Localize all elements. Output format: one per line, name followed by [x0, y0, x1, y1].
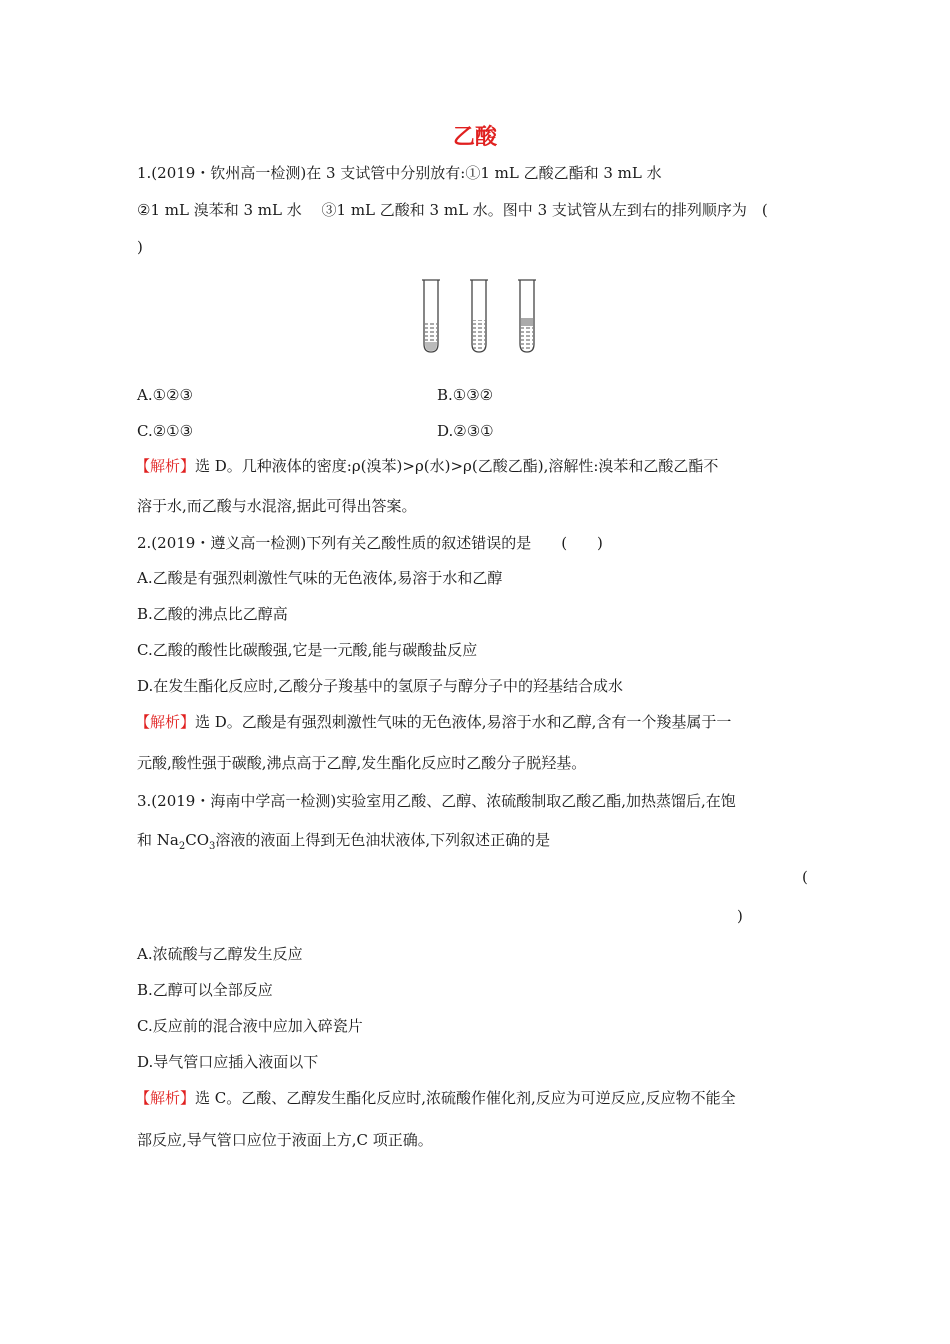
test-tube-left [422, 280, 440, 352]
page-title: 乙酸 [452, 125, 497, 150]
q2-option-d: D.在发生酯化反应时,乙酸分子羧基中的氢原子与醇分子中的羟基结合成水 [137, 677, 624, 695]
analysis-tag: 【解析】 [135, 457, 196, 475]
q3-option-c: C.反应前的混合液中应加入碎瓷片 [137, 1017, 363, 1035]
q2-stem: 2.(2019・遵义高一检测)下列有关乙酸性质的叙述错误的是 ( ) [137, 534, 603, 552]
q3-stem-line2: 和 $Na_2CO_3$溶液的液面上得到无色油状液体,下列叙述正确的是 [137, 831, 551, 852]
q2-option-a: A.乙酸是有强烈刺激性气味的无色液体,易溶于水和乙醇 [137, 569, 503, 587]
q3-paren-close: ) [737, 907, 743, 925]
q1-analysis-line1 [135, 456, 718, 476]
q3-option-a: A.浓硫酸与乙醇发生反应 [137, 945, 303, 963]
test-tube-middle [470, 280, 488, 352]
q3-option-b: B.乙醇可以全部反应 [137, 981, 273, 999]
q1-option-b: B.①③② [437, 386, 494, 404]
q1-analysis-line2: 溶于水,而乙酸与水混溶,据此可得出答案。 [137, 497, 417, 515]
q3-stem-line1: 3.(2019・海南中学高一检测)实验室用乙酸、乙醇、浓硫酸制取乙酸乙酯,加热蒸馏后,在饱 [137, 792, 736, 810]
test-tubes-figure [418, 278, 542, 358]
analysis-tag: 【解析】 [135, 1089, 196, 1107]
q2-analysis-line1 [135, 712, 731, 732]
q3-option-d: D.导气管口应插入液面以下 [137, 1053, 319, 1071]
q1-option-d: D.②③① [437, 422, 494, 440]
q3-analysis-line2: 部反应,导气管口应位于液面上方,C 项正确。 [137, 1131, 433, 1149]
q2-option-c: C.乙酸的酸性比碳酸强,它是一元酸,能与碳酸盐反应 [137, 641, 478, 659]
q3-analysis-text1: 选 C。乙酸、乙醇发生酯化反应时,浓硫酸作催化剂,反应为可逆反应,反应物不能全 [195, 1089, 736, 1107]
q1-stem-line2: ②1 mL 溴苯和 3 mL 水 ③1 mL 乙酸和 3 mL 水。图中 3 支试管从左到右的排列顺序为 ( [137, 201, 768, 219]
test-tube-right [518, 280, 536, 352]
q1-stem-line1: 1.(2019・钦州高一检测)在 3 支试管中分别放有:①1 mL 乙酸乙酯和 3 mL 水 [137, 164, 662, 182]
q3-analysis-line1 [135, 1088, 736, 1108]
q1-option-a: A.①②③ [137, 386, 193, 404]
q1-option-c: C.②①③ [137, 422, 194, 440]
q1-analysis-text1: 选 D。几种液体的密度:ρ(溴苯)>ρ(水)>ρ(乙酸乙酯),溶解性:溴苯和乙酸乙酯不 [195, 457, 719, 475]
q2-analysis-text1: 选 D。乙酸是有强烈刺激性气味的无色液体,易溶于水和乙醇,含有一个羧基属于一 [195, 713, 732, 731]
analysis-tag: 【解析】 [135, 713, 196, 731]
q2-option-b: B.乙酸的沸点比乙醇高 [137, 605, 288, 623]
q2-analysis-line2: 元酸,酸性强于碳酸,沸点高于乙醇,发生酯化反应时乙酸分子脱羟基。 [137, 754, 587, 772]
q1-stem-line3: ) [137, 238, 143, 256]
q3-paren-open: ( [802, 868, 808, 886]
